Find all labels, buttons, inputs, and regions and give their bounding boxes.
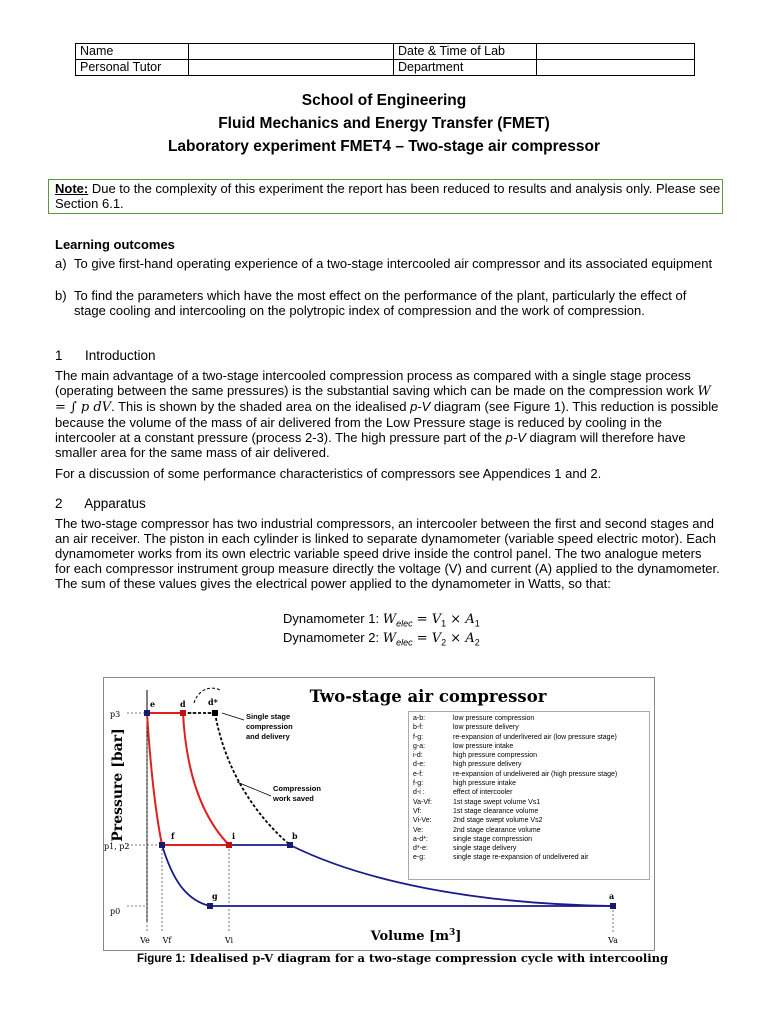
legend-row	[409, 760, 649, 769]
annotation-single-stage: Single stage compression and delivery	[246, 712, 293, 741]
equation-2: Dynamometer 2: $W_{elec} = V_2 \times A_2$	[283, 630, 480, 648]
legend-value: re-expansion of underlivered air (low pressure stage)	[453, 733, 617, 741]
item-text: To give first-hand operating experience of a two-stage intercooled air compressor and its associated equipment	[74, 256, 713, 271]
point-b	[287, 842, 293, 848]
intro-paragraph-2: For a discussion of some performance characteristics of compressors see Appendices 1 and 2.	[55, 466, 602, 481]
legend-value: 1st stage swept volume Vs1	[453, 798, 541, 806]
point-d	[180, 710, 186, 716]
learning-heading: Learning outcomes	[55, 237, 175, 252]
legend-key: Vi-Ve:	[413, 817, 432, 825]
legend-value: high pressure delivery	[453, 761, 522, 769]
y-axis-label: Pressure [bar]	[110, 728, 126, 842]
legend-value: single stage delivery	[453, 845, 517, 853]
legend-value: high pressure compression	[453, 752, 538, 760]
svg-text:d*: d*	[208, 697, 218, 707]
legend-value: 2nd stage clearance volume	[453, 826, 541, 834]
legend-value: low pressure intake	[453, 742, 514, 750]
legend-key: a-b:	[413, 715, 426, 722]
dept-label: Department	[394, 60, 537, 76]
point-i	[226, 842, 232, 848]
svg-text:b: b	[292, 831, 298, 841]
legend-key: i-d:	[413, 752, 423, 760]
note-text: Due to the complexity of this experiment the report has been reduced to results and analysis only. Please see Section 6.1.	[55, 181, 721, 211]
x-tick: Va	[608, 936, 618, 945]
legend-key: d-i :	[413, 789, 425, 797]
legend-value: effect of intercooler	[453, 789, 513, 797]
legend-key: Va-Vf:	[413, 798, 432, 806]
legend-value: low pressure delivery	[453, 724, 519, 732]
legend-value: single stage re-expansion of undelivered air	[453, 854, 589, 862]
svg-text:f: f	[171, 831, 175, 841]
legend-value: 1st stage clearance volume	[453, 807, 539, 815]
legend-key: f-g:	[413, 780, 424, 788]
legend-key: b-f:	[413, 724, 424, 732]
legend-row	[409, 751, 649, 760]
figure-title: Two-stage air compressor	[309, 687, 547, 706]
legend-key: e-f:	[413, 770, 424, 778]
legend-value: high pressure intake	[453, 780, 517, 788]
y-tick: p3	[110, 710, 121, 719]
svg-text:g: g	[212, 891, 218, 901]
point-e	[144, 710, 150, 716]
legend-key: Vf:	[413, 807, 422, 815]
legend-row	[409, 714, 649, 723]
figure-caption: Figure 1: Idealised p-V diagram for a two-stage compression cycle with intercooling	[137, 951, 669, 965]
legend-row	[409, 853, 649, 862]
name-label: Name	[76, 44, 189, 60]
date-label: Date & Time of Lab	[394, 44, 537, 60]
legend-row	[409, 779, 649, 788]
item-text: To find the parameters which have the most effect on the performance of the plant, particularly the effect of stage cooling and intercooling on the polytropic index of compression and the work of compression.	[74, 288, 687, 318]
legend-row	[409, 788, 649, 797]
legend-key: a-d*:	[413, 835, 428, 843]
equation-1: Dynamometer 1: $W_{elec} = V_1 \times A_1$	[283, 611, 480, 629]
svg-text:i: i	[232, 831, 236, 841]
y-tick: p1, p2	[104, 842, 130, 851]
svg-text:e: e	[150, 699, 156, 709]
legend-row	[409, 826, 649, 835]
y-tick: p0	[110, 907, 121, 916]
intro-paragraph: The main advantage of a two-stage intercooled compression process as compared with a single stage process (operating between the same pressures) is the substantial saving which can be made on the compression work W = ∫ p dV. This is shown by the shaded area on the idealised p-V diagram (see Figure 1). This reduction is possible because the volume of the mass of air delivered from the Low Pressure stage is reduced by cooling in the intercooler at a constant pressure (process 2-3). The high pressure part of the p-V diagram will therefore have smaller area for the same mass of air delivered.	[55, 368, 719, 460]
figure-legend	[408, 711, 650, 880]
x-axis-label: Volume $[m^3]$	[370, 928, 462, 944]
school-title: School of Engineering	[301, 92, 467, 109]
legend-row	[409, 770, 649, 779]
note-label: Note:	[55, 181, 89, 196]
svg-text:d: d	[180, 699, 186, 709]
legend-row	[409, 807, 649, 816]
legend-value: low pressure compression	[453, 715, 535, 722]
point-d-star	[212, 710, 218, 716]
legend-row	[409, 844, 649, 853]
svg-text:a: a	[609, 891, 615, 901]
work-equation: W = ∫ p dV	[55, 384, 711, 415]
x-tick: Vf	[162, 936, 172, 945]
annotation-work-saved: Compression work saved	[273, 784, 321, 803]
legend-value: 2nd stage swept volume Vs2	[453, 817, 543, 825]
legend-value: single stage compression	[453, 835, 532, 843]
item-marker: b)	[55, 288, 67, 303]
point-a	[610, 903, 616, 909]
legend-row	[409, 742, 649, 751]
high-pressure-cycle	[147, 713, 229, 845]
legend-key: d-e:	[413, 761, 426, 769]
experiment-title: Laboratory experiment FMET4 – Two-stage air compressor	[167, 138, 601, 155]
legend-row	[409, 733, 649, 742]
legend-value: re-expansion of undelivered air (high pressure stage)	[453, 770, 618, 778]
legend-key: g-a:	[413, 742, 426, 750]
intro-heading: 1 Introduction	[55, 348, 156, 363]
legend-key: d*-e:	[413, 845, 428, 853]
course-title: Fluid Mechanics and Energy Transfer (FMET)	[218, 115, 550, 132]
legend-row	[409, 723, 649, 732]
x-tick: Vi	[224, 936, 234, 945]
legend-row	[409, 798, 649, 807]
tutor-label: Personal Tutor	[76, 60, 189, 76]
legend-key: f-g:	[413, 733, 424, 741]
apparatus-heading: 2 Apparatus	[55, 496, 146, 511]
item-marker: a)	[55, 256, 67, 271]
point-g	[207, 903, 213, 909]
apparatus-paragraph: The two-stage compressor has two industrial compressors, an intercooler between the first and second stages and an air receiver. The piston in each cylinder is linked to separate dynamometer (variable speed electric motor). Each dynamometer works from its own electric variable speed drive inside the control panel. The two analogue meters for each compressor instrument group measure directly the voltage (V) and current (A) applied to the dynamometer. The sum of these values gives the electrical power applied to the dynamometer in Watts, so that:	[55, 516, 720, 591]
legend-row	[409, 816, 649, 825]
point-f	[159, 842, 165, 848]
legend-key: e-g:	[413, 854, 426, 862]
legend-key: Ve:	[413, 826, 424, 834]
legend-row	[409, 835, 649, 844]
x-tick: Ve	[140, 936, 150, 945]
